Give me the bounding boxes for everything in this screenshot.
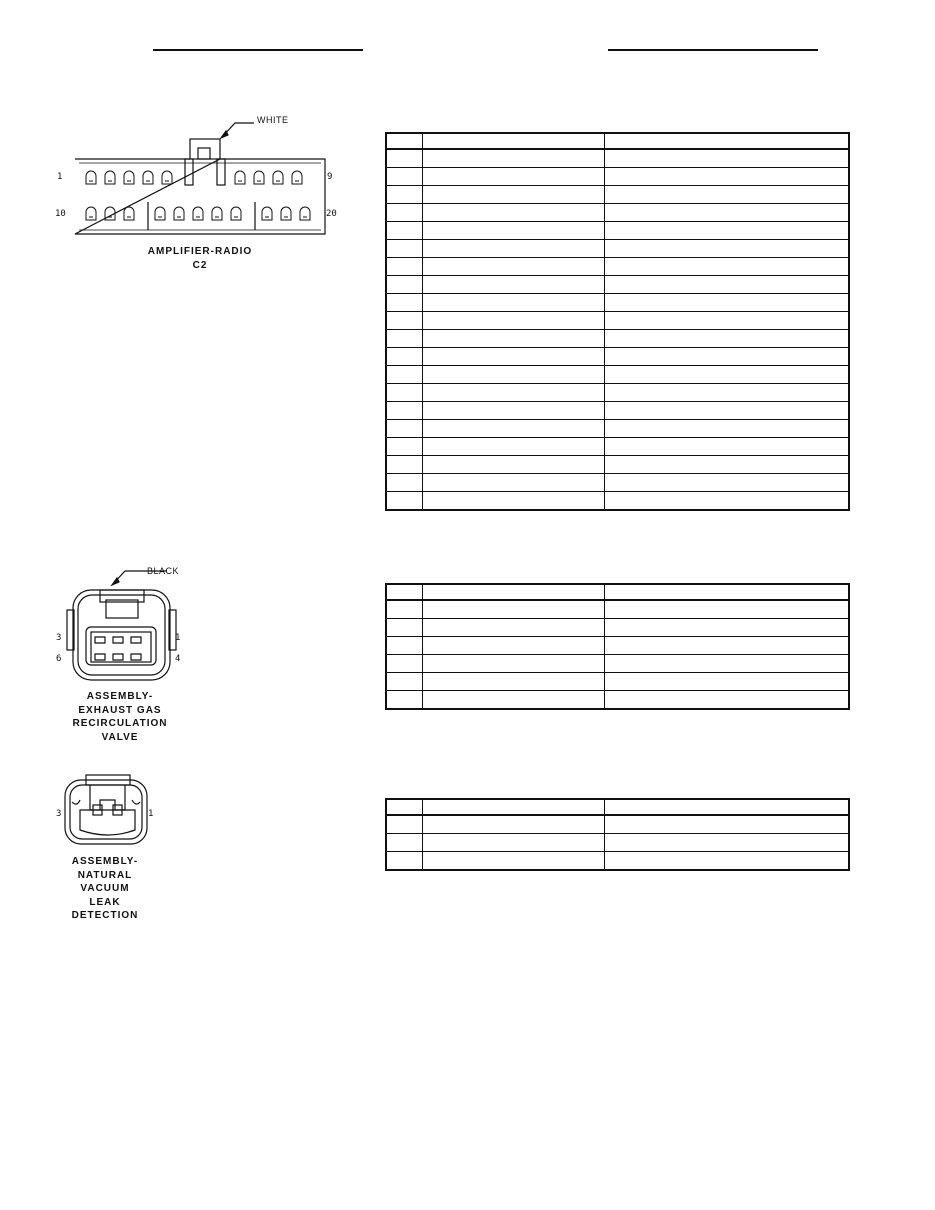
table-row — [386, 258, 849, 276]
table-row — [386, 834, 849, 852]
table-row — [386, 149, 849, 168]
table-row — [386, 240, 849, 258]
egr-valve-connector-diagram — [50, 560, 190, 690]
table-row — [386, 168, 849, 186]
pinout-table — [385, 798, 850, 871]
connector-color-callout: WHITE — [257, 115, 289, 125]
table-row — [386, 312, 849, 330]
pin-label: 4 — [175, 654, 181, 664]
pin-label: 3 — [56, 633, 62, 643]
pin-label: 3 — [56, 809, 62, 819]
table-row — [386, 204, 849, 222]
connector-caption: AMPLIFIER-RADIO C2 — [147, 246, 253, 271]
pin-label: 6 — [56, 654, 62, 664]
pin-label: 20 — [326, 209, 337, 219]
table-row — [386, 852, 849, 871]
table-row — [386, 815, 849, 834]
pin-label: 1 — [175, 633, 181, 643]
table-row — [386, 600, 849, 619]
table-row — [386, 456, 849, 474]
table-row — [386, 474, 849, 492]
pin-label: 9 — [327, 172, 333, 182]
pin-label: 10 — [55, 209, 66, 219]
table-row — [386, 294, 849, 312]
pinout-table — [385, 583, 850, 710]
table-row — [386, 402, 849, 420]
table-row — [386, 438, 849, 456]
table-row — [386, 420, 849, 438]
table-row — [386, 619, 849, 637]
table-row — [386, 691, 849, 710]
table-row — [386, 366, 849, 384]
table-row — [386, 222, 849, 240]
table-row — [386, 492, 849, 511]
pin-label: 1 — [148, 809, 154, 819]
connector-color-callout: BLACK — [147, 566, 180, 576]
table-row — [386, 673, 849, 691]
table-row — [386, 330, 849, 348]
connector-caption: ASSEMBLY- EXHAUST GAS RECIRCULATION VALVE — [72, 691, 168, 743]
table-row — [386, 655, 849, 673]
amplifier-radio-connector-diagram — [50, 110, 350, 245]
pin-label: 1 — [57, 172, 63, 182]
pinout-table — [385, 132, 850, 511]
table-row — [386, 384, 849, 402]
table-row — [386, 637, 849, 655]
table-row — [386, 186, 849, 204]
header-rule-right — [608, 49, 818, 51]
header-rule-left — [153, 49, 363, 51]
table-row — [386, 348, 849, 366]
connector-caption: ASSEMBLY- NATURAL VACUUM LEAK DETECTION — [71, 856, 139, 921]
table-row — [386, 276, 849, 294]
